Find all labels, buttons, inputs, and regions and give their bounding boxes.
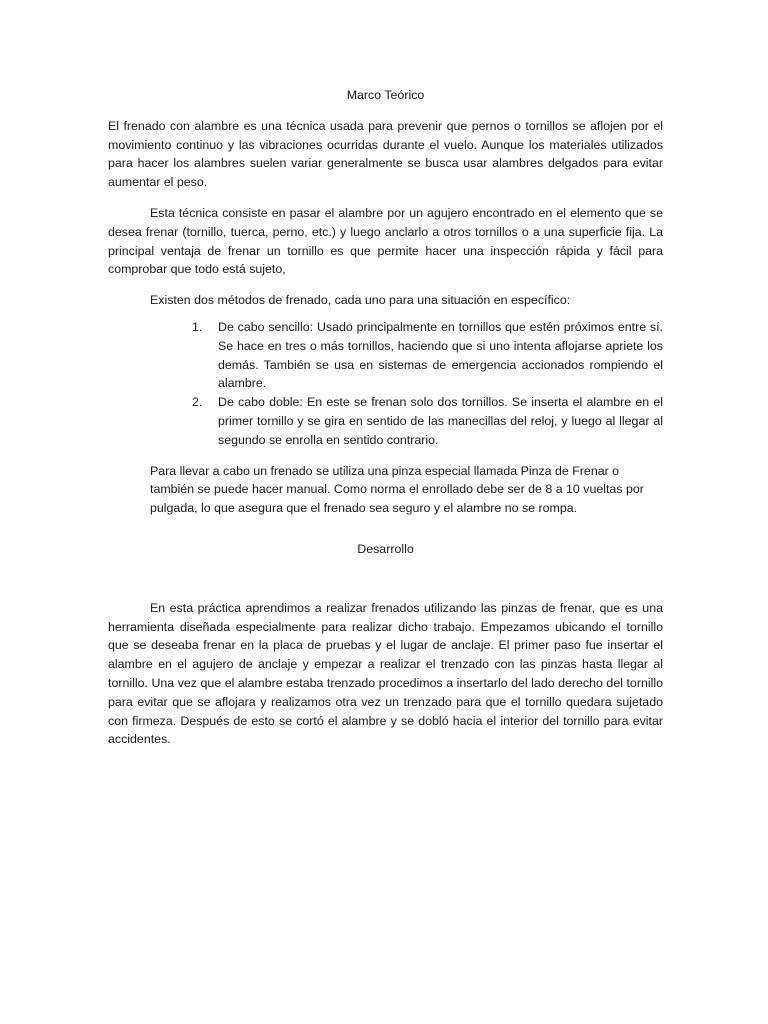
list-item-text: De cabo doble: En este se frenan solo dos tornillos. Se inserta el alambre en el primer tornillo y se gira en sentido de las manecillas del reloj, y luego al llegar al segundo se enrolla en sentido contrario. bbox=[218, 395, 663, 447]
paragraph-tecnica: Esta técnica consiste en pasar el alambre por un agujero encontrado en el elemento que se desea frenar (tornillo, tuerca, perno, etc.) y luego anclarlo a otros tornillos o a una superficie fija. La principal ventaja de frenar un tornillo es que permite hacer una inspección rápida y fácil para comprobar que todo está sujeto, bbox=[108, 205, 663, 277]
document-page bbox=[108, 86, 663, 749]
list-number: 1. bbox=[192, 319, 203, 334]
section-title-marco-teorico: Marco Teórico bbox=[346, 88, 425, 102]
methods-list bbox=[108, 318, 663, 450]
paragraph-metodos: Existen dos métodos de frenado, cada uno para una situación en específico: bbox=[150, 293, 571, 308]
list-number: 2. bbox=[192, 395, 203, 410]
list-item bbox=[108, 318, 663, 393]
paragraph-intro: El frenado con alambre es una técnica usada para prevenir que pernos o tornillos se aflojen por el movimiento continuo y las vibraciones ocurridas durante el vuelo. Aunque los materiales utilizados para hacer los alambres suelen variar generalmente se busca usar alambres delgados para evitar aumentar el peso. bbox=[108, 118, 663, 190]
list-item bbox=[108, 393, 663, 449]
paragraph-desarrollo: En esta práctica aprendimos a realizar frenados utilizando las pinzas de frenar, que es una herramienta diseñada especialmente para realizar dicho trabajo. Empezamos ubicando el tornillo que se deseaba frenar en la placa de pruebas y el lugar de anclaje. El primer paso fue insertar el alambre en el agujero de anclaje y empezar a realizar el trenzado con las pinzas hasta llegar al tornillo. Una vez que el alambre estaba trenzado procedimos a insertarlo del lado derecho del tornillo para evitar que se aflojara y realizamos otra vez un trenzado para que el tornillo quedara sujetado con firmeza. Después de esto se cortó el alambre y se dobló hacia el interior del tornillo para evitar accidentes. bbox=[108, 600, 663, 747]
section-title-desarrollo: Desarrollo bbox=[357, 541, 414, 556]
list-item-text: De cabo sencillo: Usado principalmente en tornillos que estén próximos entre sí. Se hace en tres o más tornillos, haciendo que si uno intenta aflojarse apriete los demás. También se usa en sistemas de emergencia accionados rompiendo el alambre. bbox=[218, 319, 663, 391]
paragraph-pinza: Para llevar a cabo un frenado se utiliza una pinza especial llamada Pinza de Frenar o también se puede hacer manual. Como norma el enrollado debe ser de 8 a 10 vueltas por pulgada, lo que asegura que el frenado sea seguro y el alambre no se rompa. bbox=[150, 463, 644, 516]
